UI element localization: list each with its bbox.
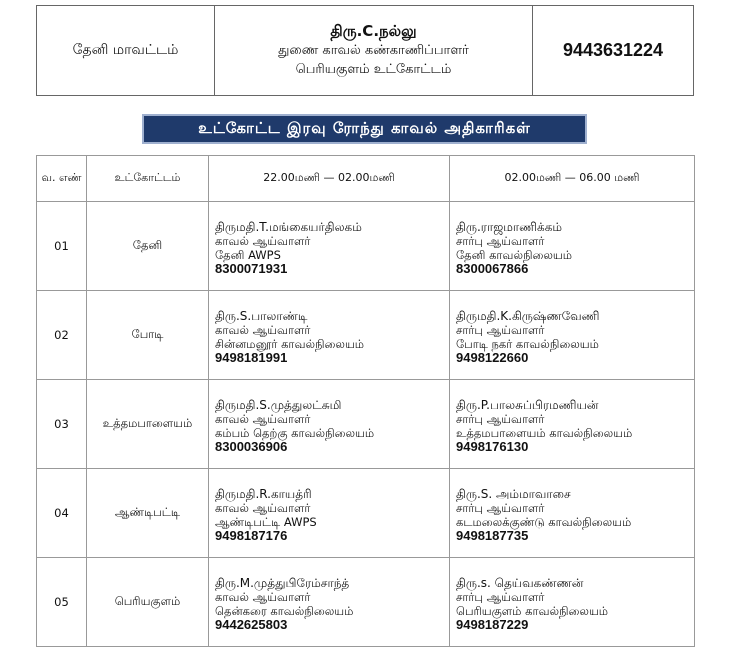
officer-phone: 8300071931 bbox=[215, 261, 288, 276]
officer-phone: 9498187176 bbox=[215, 528, 288, 543]
header-subdivision: உட்கோட்டம் bbox=[87, 156, 209, 202]
district-name: தேனி மாவட்டம் bbox=[37, 6, 215, 95]
table-row bbox=[37, 558, 695, 647]
officer-phone: 9498122660 bbox=[456, 350, 529, 365]
officer-name: திரு.S.பாலாண்டி bbox=[215, 309, 308, 323]
row-shift1-officer bbox=[209, 558, 450, 647]
officer-station: தேனி AWPS bbox=[215, 248, 281, 262]
row-sno: 01 bbox=[37, 202, 87, 291]
row-shift2-officer bbox=[450, 380, 695, 469]
officer-name: திரு.M.முத்துபிரேம்சாந்த் bbox=[215, 576, 350, 590]
row-sno: 04 bbox=[37, 469, 87, 558]
row-shift2-officer bbox=[450, 558, 695, 647]
officer-subdivision: பெரியகுளம் உட்கோட்டம் bbox=[295, 62, 452, 77]
table-row bbox=[37, 291, 695, 380]
officer-name: திரு.P.பாலசுப்பிரமணியன் bbox=[456, 398, 599, 412]
row-subdivision: ஆண்டிபட்டி bbox=[87, 469, 209, 558]
row-sno: 03 bbox=[37, 380, 87, 469]
row-sno: 02 bbox=[37, 291, 87, 380]
table-row bbox=[37, 469, 695, 558]
row-shift1-officer bbox=[209, 380, 450, 469]
row-shift2-officer bbox=[450, 291, 695, 380]
officer-designation: துணை காவல் கண்காணிப்பாளர் bbox=[278, 43, 469, 58]
row-sno: 05 bbox=[37, 558, 87, 647]
officer-station: போடி நகர் காவல்நிலையம் bbox=[456, 337, 599, 351]
officer-phone: 9498181991 bbox=[215, 350, 288, 365]
officer-phone: 8300036906 bbox=[215, 439, 288, 454]
row-shift2-officer bbox=[450, 202, 695, 291]
officer-rank: காவல் ஆய்வாளர் bbox=[215, 323, 311, 337]
officer-rank: காவல் ஆய்வாளர் bbox=[215, 412, 311, 426]
row-subdivision: பெரியகுளம் bbox=[87, 558, 209, 647]
officer-station: தேனி காவல்நிலையம் bbox=[456, 248, 573, 262]
officer-station: பெரியகுளம் காவல்நிலையம் bbox=[456, 604, 609, 618]
table-row bbox=[37, 380, 695, 469]
header-sno: வ. எண் bbox=[37, 156, 87, 202]
officer-phone: 9443631224 bbox=[562, 40, 664, 60]
officer-rank: காவல் ஆய்வாளர் bbox=[215, 590, 311, 604]
officer-rank: காவல் ஆய்வாளர் bbox=[215, 234, 311, 248]
officer-rank: சார்பு ஆய்வாளர் bbox=[456, 323, 545, 337]
officer-name: திருமதி.T.மங்கையர்திலகம் bbox=[215, 220, 362, 234]
row-subdivision: தேனி bbox=[87, 202, 209, 291]
officer-name: திரு.ராஜமாணிக்கம் bbox=[456, 220, 563, 234]
officer-rank: காவல் ஆய்வாளர் bbox=[215, 501, 311, 515]
patrol-roster-table bbox=[36, 155, 695, 647]
table-row bbox=[37, 202, 695, 291]
officer-phone: 9498187735 bbox=[456, 528, 529, 543]
officer-name: திருமதி.K.கிருஷ்ணவேணி bbox=[456, 309, 600, 323]
officer-station: ஆண்டிபட்டி AWPS bbox=[215, 515, 317, 529]
row-shift1-officer bbox=[209, 202, 450, 291]
officer-rank: சார்பு ஆய்வாளர் bbox=[456, 501, 545, 515]
table-header-row bbox=[37, 156, 695, 202]
officer-phone: 9498176130 bbox=[456, 439, 529, 454]
supervising-officer bbox=[215, 6, 533, 95]
officer-name: திருமதி.R.காயத்ரி bbox=[215, 487, 312, 501]
officer-rank: சார்பு ஆய்வாளர் bbox=[456, 590, 545, 604]
section-banner: உட்கோட்ட இரவு ரோந்து காவல் அதிகாரிகள் bbox=[142, 114, 587, 144]
officer-station: கடமலைக்குண்டு காவல்நிலையம் bbox=[456, 515, 632, 529]
officer-name: திரு.s. தெய்வகண்ணன் bbox=[456, 576, 584, 590]
officer-phone: 9442625803 bbox=[215, 617, 288, 632]
officer-rank: சார்பு ஆய்வாளர் bbox=[456, 412, 545, 426]
row-shift1-officer bbox=[209, 291, 450, 380]
row-subdivision: போடி bbox=[87, 291, 209, 380]
officer-name: திரு.S. அம்மாவாசை bbox=[456, 487, 571, 501]
officer-name: திருமதி.S.முத்துலட்சுமி bbox=[215, 398, 342, 412]
row-shift1-officer bbox=[209, 469, 450, 558]
header-shift2: 02.00மணி — 06.00 மணி bbox=[450, 156, 695, 202]
row-subdivision: உத்தமபாளையம் bbox=[87, 380, 209, 469]
officer-station: சின்னமனூர் காவல்நிலையம் bbox=[215, 337, 365, 351]
officer-phone: 8300067866 bbox=[456, 261, 529, 276]
officer-phone: 9498187229 bbox=[456, 617, 529, 632]
header-box bbox=[36, 5, 694, 96]
officer-rank: சார்பு ஆய்வாளர் bbox=[456, 234, 545, 248]
officer-station: தென்கரை காவல்நிலையம் bbox=[215, 604, 354, 618]
officer-station: கம்பம் தெற்கு காவல்நிலையம் bbox=[215, 426, 375, 440]
row-shift2-officer bbox=[450, 469, 695, 558]
officer-station: உத்தமபாளையம் காவல்நிலையம் bbox=[456, 426, 633, 440]
officer-name: திரு.C.நல்லு bbox=[330, 22, 417, 40]
header-shift1: 22.00மணி — 02.00மணி bbox=[209, 156, 450, 202]
